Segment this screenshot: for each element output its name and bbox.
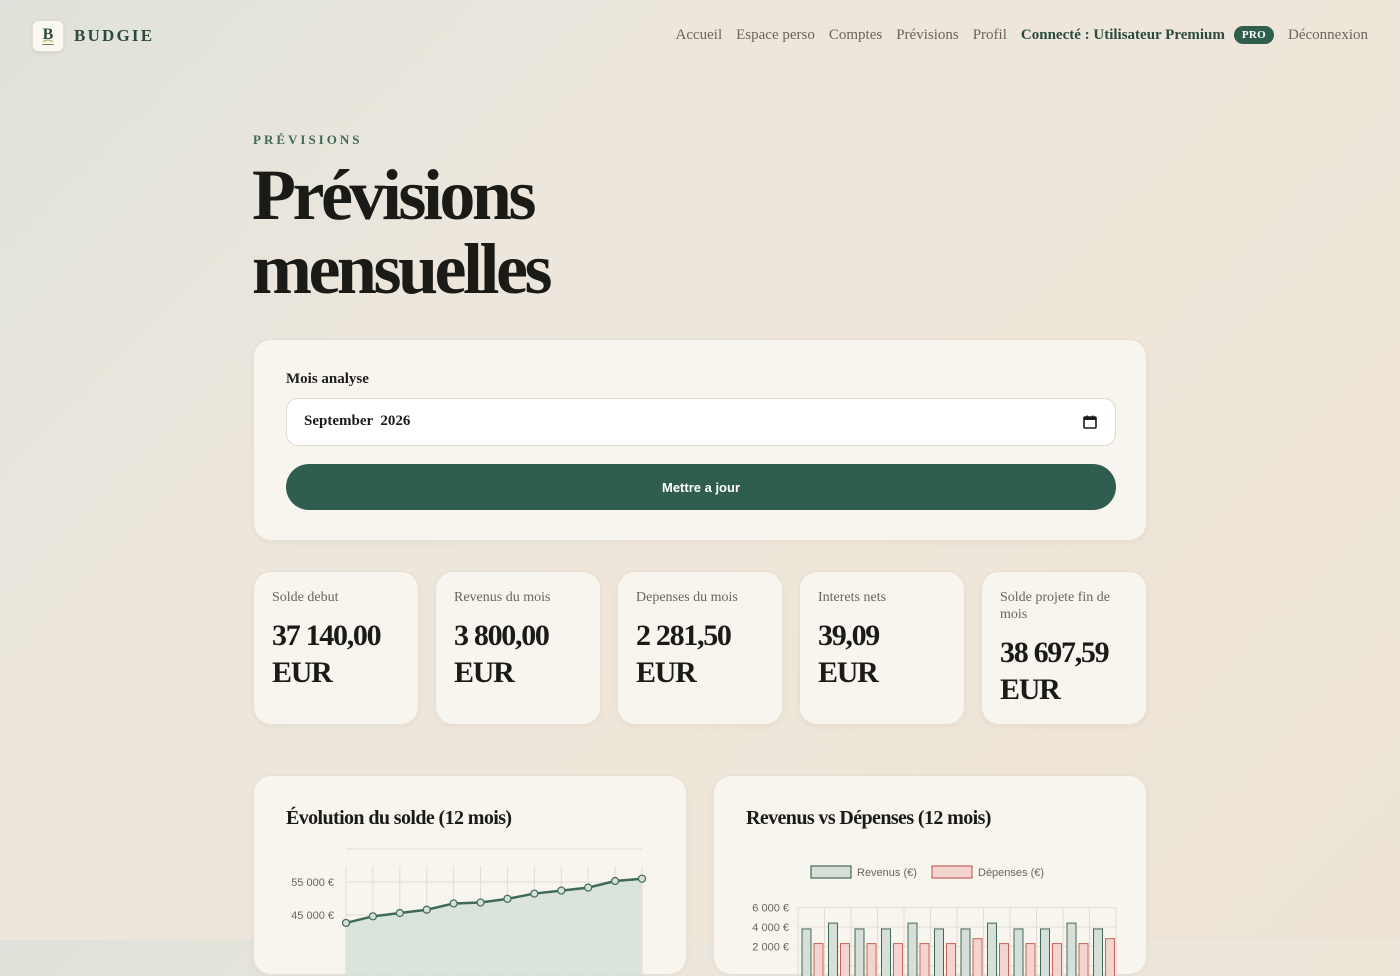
- bar-depenses: [947, 944, 956, 976]
- budgie-logo-icon: [37, 24, 59, 48]
- bar-depenses: [920, 944, 929, 976]
- logout-link[interactable]: Déconnexion: [1288, 27, 1368, 43]
- stat-card-revenus: [435, 571, 601, 725]
- main-nav: [662, 24, 1369, 46]
- stat-card-solde-debut: [253, 571, 419, 725]
- legend-swatch-revenus: [811, 866, 851, 878]
- bar-depenses: [1106, 939, 1115, 976]
- brand-name[interactable]: BUDGIE: [74, 26, 155, 45]
- bar-depenses: [1053, 944, 1062, 976]
- balance-point: [450, 900, 457, 907]
- nav-item-profil[interactable]: Profil: [972, 27, 1007, 43]
- income-expense-chart-card: [713, 775, 1147, 975]
- bar-depenses: [1026, 944, 1035, 976]
- user-status: Connecté : Utilisateur Premium: [1020, 26, 1225, 43]
- bar-revenus: [882, 929, 891, 976]
- balance-area: [346, 879, 642, 976]
- stat-card-depenses: [617, 571, 783, 725]
- nav-item-espace-perso[interactable]: Espace perso: [736, 27, 815, 43]
- bar-revenus: [802, 929, 811, 976]
- page-title-line-2: mensuelles: [252, 229, 549, 309]
- y-tick-label: 45 000 €: [291, 910, 334, 922]
- bar-revenus: [988, 923, 997, 976]
- bar-depenses: [1000, 944, 1009, 976]
- bar-revenus: [1014, 929, 1023, 976]
- update-button[interactable]: Mettre a jour: [286, 464, 1116, 510]
- bar-revenus: [935, 929, 944, 976]
- bar-revenus: [961, 929, 970, 976]
- chart-title: Revenus vs Dépenses (12 mois): [746, 807, 991, 829]
- stat-value: 38 697,59 EUR: [1000, 636, 1109, 706]
- bar-revenus: [1094, 929, 1103, 976]
- nav-item-previsions[interactable]: Prévisions: [896, 27, 959, 43]
- stat-label: Interets nets: [818, 590, 887, 605]
- bar-depenses: [1079, 944, 1088, 976]
- bar-depenses: [841, 944, 850, 976]
- calendar-icon[interactable]: [1083, 415, 1097, 429]
- svg-text:B: B: [42, 26, 54, 43]
- y-tick-label: 6 000 €: [752, 902, 789, 915]
- balance-line-chart: [254, 776, 688, 976]
- page-title-line-1: Prévisions: [252, 155, 533, 235]
- page-title: [252, 155, 852, 309]
- y-tick-label: 2 000 €: [752, 941, 789, 954]
- bar-revenus: [1067, 923, 1076, 976]
- balance-point: [369, 913, 376, 920]
- balance-chart-card: [253, 775, 687, 975]
- balance-point: [343, 919, 350, 926]
- balance-point: [396, 910, 403, 917]
- balance-point: [423, 906, 430, 913]
- bar-revenus: [1041, 929, 1050, 976]
- nav-item-comptes[interactable]: Comptes: [828, 27, 883, 43]
- income-expense-bar-chart: [714, 776, 1148, 976]
- stat-label: Revenus du mois: [454, 590, 551, 605]
- stat-value: 2 281,50 EUR: [636, 619, 731, 689]
- legend-label-revenus: Revenus (€): [857, 867, 917, 879]
- y-tick-label: 4 000 €: [752, 922, 789, 934]
- bar-revenus: [908, 923, 917, 976]
- bar-depenses: [894, 944, 903, 976]
- chart-title: Évolution du solde (12 mois): [286, 807, 512, 829]
- bar-revenus: [829, 923, 838, 976]
- balance-point: [531, 890, 538, 897]
- balance-point: [477, 899, 484, 906]
- balance-point: [585, 884, 592, 891]
- stat-label: Solde projete fin de mois: [1000, 590, 1111, 622]
- y-tick-label: 55 000 €: [291, 877, 334, 889]
- pro-badge: PRO: [1234, 26, 1274, 44]
- legend-swatch-depenses: [932, 866, 972, 878]
- legend-label-depenses: Dépenses (€): [978, 867, 1045, 879]
- stat-label: Solde debut: [272, 590, 339, 605]
- brand-logo[interactable]: [32, 20, 64, 52]
- stat-value: 37 140,00 EUR: [272, 619, 381, 689]
- bar-depenses: [867, 944, 876, 976]
- section-eyebrow: PRÉVISIONS: [253, 132, 363, 147]
- month-input[interactable]: [286, 398, 1116, 446]
- stat-card-interets: [799, 571, 965, 725]
- stat-card-solde-projete: [981, 571, 1147, 725]
- month-field-label: Mois analyse: [286, 371, 369, 387]
- bar-depenses: [814, 944, 823, 976]
- stat-label: Depenses du mois: [636, 590, 738, 605]
- nav-item-accueil[interactable]: Accueil: [675, 27, 723, 43]
- month-form-card: [253, 339, 1147, 541]
- balance-point: [612, 878, 619, 885]
- month-input-value: September 2026: [304, 413, 411, 429]
- top-navbar: [0, 0, 1400, 72]
- balance-point: [639, 875, 646, 882]
- balance-point: [504, 895, 511, 902]
- balance-point: [558, 887, 565, 894]
- stat-value: 3 800,00 EUR: [454, 619, 549, 689]
- bar-revenus: [855, 929, 864, 976]
- stat-value: 39,09 EUR: [818, 619, 880, 689]
- bar-depenses: [973, 939, 982, 976]
